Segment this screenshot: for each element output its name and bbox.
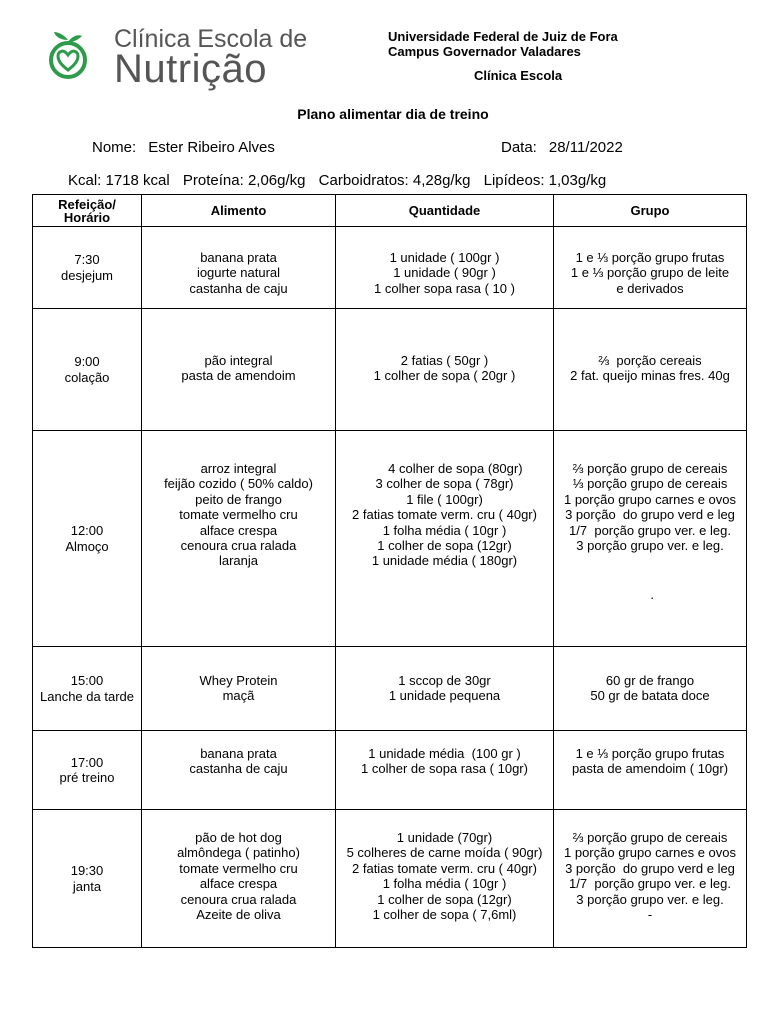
quantity-item: 5 colheres de carne moída ( 90gr): [346, 845, 543, 861]
group-item: 50 gr de batata doce: [590, 688, 710, 704]
group-item: e derivados: [616, 280, 684, 296]
food-item: alface crespa: [199, 522, 278, 538]
plan-date: 28/11/2022: [548, 139, 623, 156]
meal-time: 15:00: [70, 673, 104, 689]
quantity-item: 1 unidade pequena: [388, 688, 501, 704]
header-meal-line2: Horário: [63, 209, 111, 225]
food-cell: [142, 731, 336, 810]
food-item: arroz integral: [200, 461, 277, 476]
group-item: ⅔ porção cereais: [598, 353, 702, 368]
quantity-item: 2 fatias ( 50gr ): [400, 353, 489, 368]
food-item: banana prata: [200, 250, 277, 265]
page-title: Plano alimentar dia de treino: [297, 106, 489, 122]
group-cell: [554, 731, 747, 810]
meal-time-cell: [33, 309, 142, 431]
header-quantity: Quantidade: [336, 195, 554, 227]
food-item: peito de frango: [195, 491, 282, 507]
food-item: banana prata: [200, 746, 277, 761]
food-item: alface crespa: [199, 876, 278, 892]
table-header-row: [33, 195, 747, 227]
table-row: [33, 810, 747, 948]
logo-text-line1: Clínica Escola de: [114, 25, 308, 53]
food-item: pasta de amendoim: [181, 368, 296, 384]
food-item: castanha de caju: [189, 280, 288, 296]
food-item: iogurte natural: [196, 265, 281, 281]
quantity-item: 2 fatias tomate verm. cru ( 40gr): [352, 507, 537, 523]
group-cell: [554, 227, 747, 309]
food-item: feijão cozido ( 50% caldo): [164, 476, 313, 492]
group-item: pasta de amendoim ( 10gr): [571, 761, 729, 777]
quantity-item: 1 file ( 100gr): [406, 491, 483, 507]
quantity-item: 3 colher de sopa ( 78gr): [375, 476, 514, 492]
meal-name: desjejum: [60, 267, 114, 283]
quantity-item: 1 colher de sopa ( 7,6ml): [372, 907, 517, 923]
group-item: 3 porção do grupo verd e leg: [565, 860, 735, 876]
date-label: Data:: [501, 139, 537, 156]
quantity-item: 1 unidade ( 90gr ): [393, 265, 496, 281]
meal-name: colação: [64, 369, 110, 385]
food-item: almôndega ( patinho): [177, 845, 300, 861]
quantity-cell: [336, 810, 554, 948]
food-cell: [142, 810, 336, 948]
food-item: Azeite de oliva: [196, 907, 281, 923]
logo-text-line2: Nutrição: [114, 47, 267, 91]
food-cell: [142, 647, 336, 731]
quantity-item: 1 colher de sopa rasa ( 10gr): [361, 761, 528, 777]
university-name: Universidade Federal de Juiz de Fora: [388, 29, 618, 44]
macros-line: [68, 172, 615, 189]
group-item: 1 e ⅓ porção grupo frutas: [575, 746, 725, 761]
group-cell: [554, 309, 747, 431]
clinic-name: Clínica Escola: [474, 68, 563, 83]
quantity-item: 2 fatias tomate verm. cru ( 40gr): [352, 860, 537, 876]
group-item: 60 gr de frango: [605, 673, 695, 688]
meal-time-cell: [33, 431, 142, 647]
food-item: pão de hot dog: [195, 830, 282, 845]
food-cell: [142, 431, 336, 647]
table-row: [33, 227, 747, 309]
name-label: Nome:: [92, 139, 137, 156]
meal-time-cell: [33, 647, 142, 731]
meal-name: janta: [72, 878, 102, 894]
apple-heart-icon: [48, 28, 88, 80]
quantity-item: 1 colher de sopa (12gr): [377, 538, 512, 554]
food-item: tomate vermelho cru: [179, 507, 298, 523]
food-item: laranja: [218, 553, 259, 569]
group-item: 2 fat. queijo minas fres. 40g: [570, 368, 730, 384]
group-cell: [554, 431, 747, 647]
group-item: 3 porção grupo ver. e leg.: [576, 891, 724, 907]
group-item: 1 porção grupo carnes e ovos: [564, 845, 736, 861]
food-item: tomate vermelho cru: [179, 860, 298, 876]
kcal-value: Kcal: 1718 kcal: [68, 172, 170, 189]
food-item: pão integral: [204, 353, 273, 368]
carbs-value: Carboidratos: 4,28g/kg: [318, 172, 471, 189]
group-item: ⅔ porção grupo de cereais: [572, 461, 728, 476]
meal-time-cell: [33, 810, 142, 948]
quantity-item: 1 unidade média ( 180gr): [371, 553, 518, 569]
food-item: cenoura crua ralada: [180, 538, 297, 554]
group-item: -: [647, 907, 653, 923]
meal-time: 9:00: [74, 354, 100, 370]
group-cell: [554, 810, 747, 948]
quantity-item: 1 unidade ( 100gr ): [389, 250, 500, 265]
meal-name: Almoço: [65, 538, 109, 554]
group-item: 1/7 porção grupo ver. e leg.: [569, 522, 731, 538]
group-item: 3 porção do grupo verd e leg: [565, 507, 735, 523]
quantity-item: 1 colher de sopa ( 20gr ): [373, 368, 516, 384]
meal-name: Lanche da tarde: [40, 688, 134, 704]
food-cell: [142, 309, 336, 431]
meal-time-cell: [33, 227, 142, 309]
lipids-value: Lipídeos: 1,03g/kg: [483, 172, 607, 189]
header-meal-time: [33, 195, 142, 227]
header-group: Grupo: [554, 195, 747, 227]
quantity-item: 4 colher de sopa (80gr): [366, 461, 523, 476]
group-item: 1 porção grupo carnes e ovos: [564, 491, 736, 507]
header-meal-line1: Refeição/: [58, 196, 116, 212]
quantity-cell: [336, 227, 554, 309]
food-item: castanha de caju: [189, 761, 288, 777]
meal-time-cell: [33, 731, 142, 810]
quantity-cell: [336, 647, 554, 731]
quantity-item: 1 folha média ( 10gr ): [382, 876, 507, 892]
quantity-item: 1 sccop de 30gr: [398, 673, 491, 688]
quantity-cell: [336, 309, 554, 431]
quantity-cell: [336, 431, 554, 647]
group-item: ⅓ porção grupo de cereais: [572, 476, 728, 492]
group-note: .: [650, 587, 654, 603]
group-item: 1 e ⅓ porção grupo frutas: [575, 250, 725, 265]
food-item: Whey Protein: [199, 673, 278, 688]
group-item: 3 porção grupo ver. e leg.: [576, 538, 724, 554]
protein-value: Proteína: 2,06g/kg: [182, 172, 306, 189]
meal-time: 17:00: [70, 754, 104, 770]
table-row: [33, 647, 747, 731]
meal-time: 12:00: [70, 523, 104, 539]
food-item: maçã: [222, 688, 255, 704]
patient-name: Ester Ribeiro Alves: [148, 139, 275, 156]
group-cell: [554, 647, 747, 731]
date-line: [501, 139, 623, 156]
meal-plan-table: [32, 194, 747, 948]
table-row: [33, 431, 747, 647]
quantity-item: 1 colher sopa rasa ( 10 ): [374, 280, 515, 296]
meal-name: pré treino: [59, 770, 115, 785]
meal-time: 7:30: [74, 252, 100, 268]
food-cell: [142, 227, 336, 309]
meal-time: 19:30: [70, 863, 104, 879]
group-item: 1 e ⅓ porção grupo de leite: [570, 265, 730, 281]
food-item: cenoura crua ralada: [180, 891, 297, 907]
quantity-item: 1 unidade (70gr): [396, 830, 493, 845]
table-row: [33, 731, 747, 810]
institution-header: [388, 29, 618, 59]
clinic-logo: [48, 25, 308, 93]
campus-name: Campus Governador Valadares: [388, 44, 581, 59]
quantity-item: 1 folha média ( 10gr ): [382, 522, 507, 538]
quantity-item: 1 colher de sopa (12gr): [377, 891, 512, 907]
quantity-cell: [336, 731, 554, 810]
quantity-item: 1 unidade média (100 gr ): [368, 746, 521, 761]
table-row: [33, 309, 747, 431]
group-item: ⅔ porção grupo de cereais: [572, 830, 728, 845]
patient-name-line: [92, 139, 275, 156]
header-food: Alimento: [142, 195, 336, 227]
group-item: 1/7 porção grupo ver. e leg.: [569, 876, 731, 892]
